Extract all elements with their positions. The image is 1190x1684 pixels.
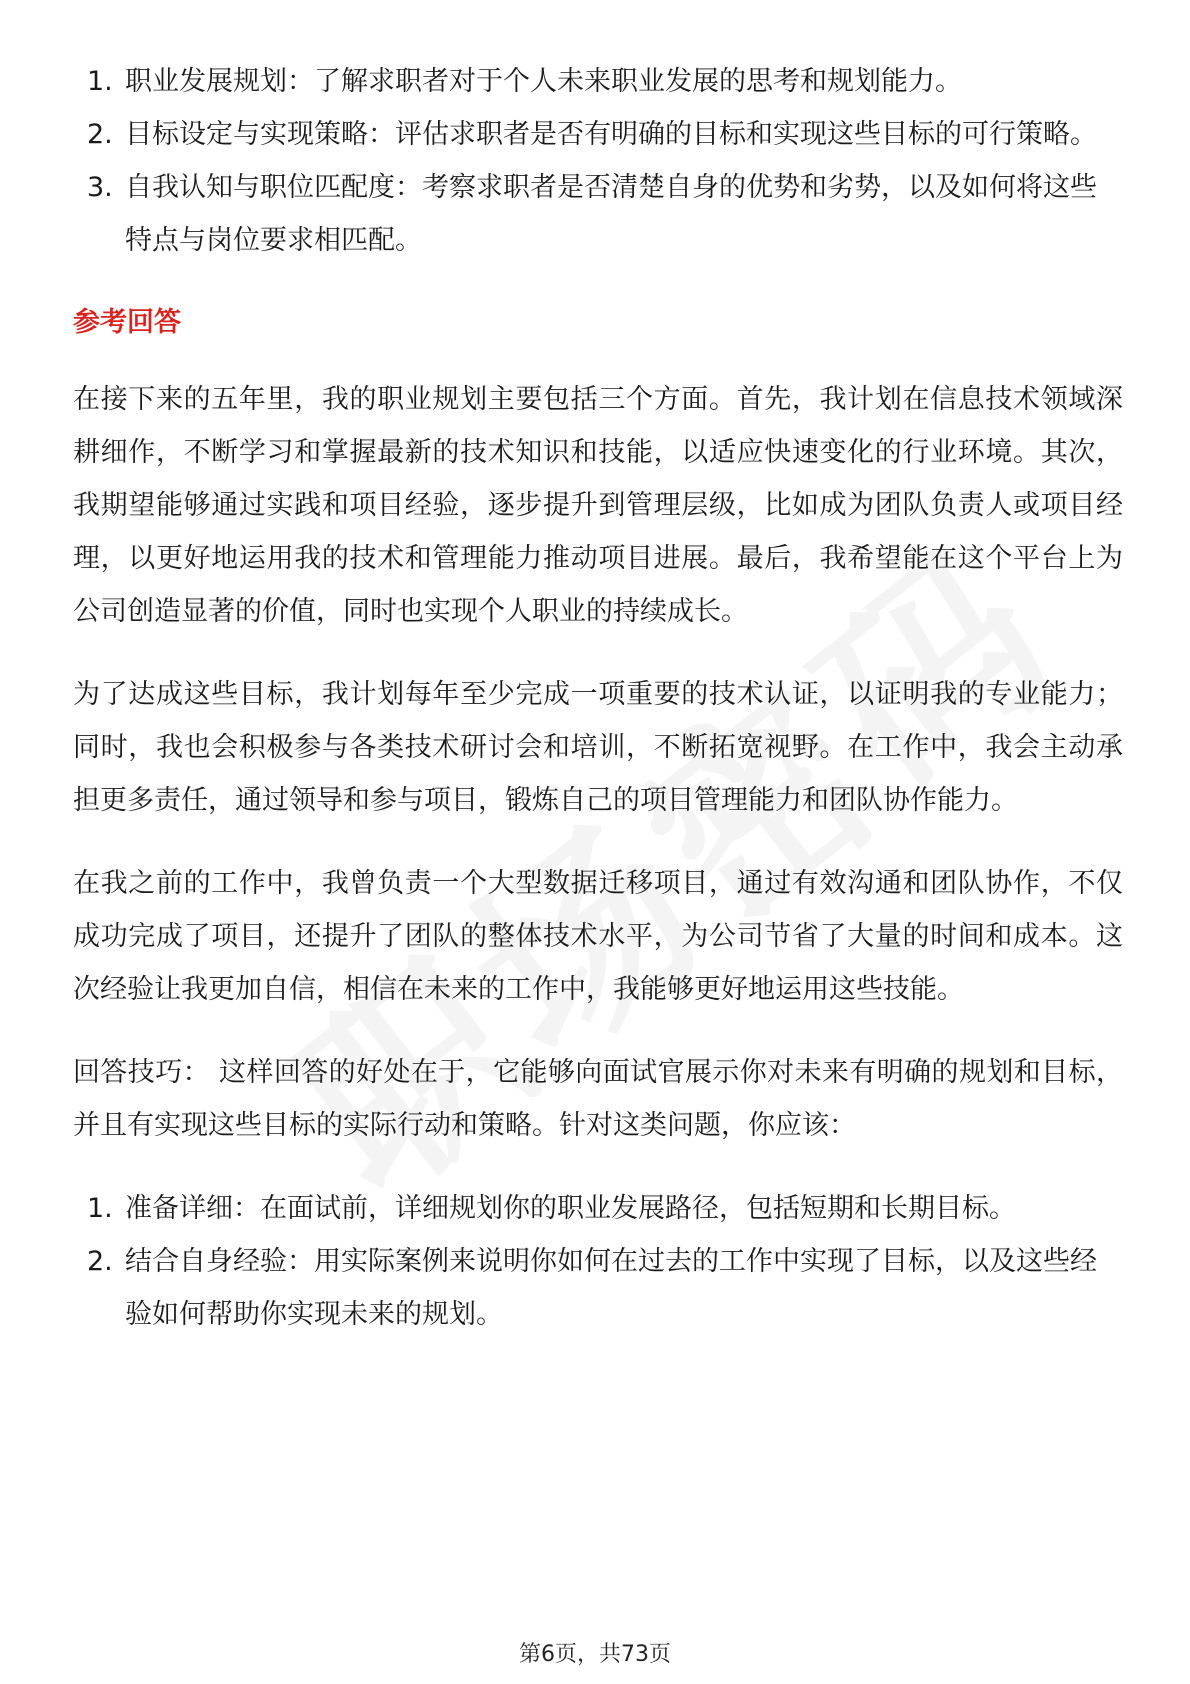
page-number-footer: 第6页，共73页	[519, 1642, 671, 1667]
list-item-text: 结合自身经验：用实际案例来说明你如何在过去的工作中实现了目标，以及这些经验如何帮助你实现未来的规划。	[125, 1246, 1097, 1330]
answer-paragraph: 在我之前的工作中，我曾负责一个大型数据迁移项目，通过有效沟通和团队协作，不仅成功完成了项目，还提升了团队的整体技术水平，为公司节省了大量的时间和成本。这次经验让我更加自信，相信在未来的工作中，我能够更好地运用这些技能。	[73, 868, 1123, 1005]
page-content	[73, 55, 1123, 1341]
list-item	[73, 161, 1123, 267]
list-item-number: 2.	[87, 1246, 113, 1277]
list-item-text: 职业发展规划：了解求职者对于个人未来职业发展的思考和规划能力。	[125, 66, 962, 97]
list-item-number: 1.	[87, 1193, 113, 1224]
list-item-text: 自我认知与职位匹配度：考察求职者是否清楚自身的优势和劣势，以及如何将这些特点与岗位要求相匹配。	[125, 172, 1097, 256]
list-item-number: 2.	[87, 119, 113, 150]
section-title: 参考回答	[73, 307, 181, 338]
list-item-text: 目标设定与实现策略：评估求职者是否有明确的目标和实现这些目标的可行策略。	[125, 119, 1097, 150]
list-item-text: 准备详细：在面试前，详细规划你的职业发展路径，包括短期和长期目标。	[125, 1193, 1016, 1224]
tips-intro: 回答技巧： 这样回答的好处在于，它能够向面试官展示你对未来有明确的规划和目标，并且有实现这些目标的实际行动和策略。针对这类问题，你应该：	[73, 1057, 1123, 1141]
list-item	[73, 108, 1123, 161]
answer-paragraph: 为了达成这些目标，我计划每年至少完成一项重要的技术认证，以证明我的专业能力；同时，我也会积极参与各类技术研讨会和培训，不断拓宽视野。在工作中，我会主动承担更多责任，通过领导和参与项目，锻炼自己的项目管理能力和团队协作能力。	[73, 679, 1123, 816]
list-item	[73, 1182, 1123, 1235]
answer-paragraph: 在接下来的五年里，我的职业规划主要包括三个方面。首先，我计划在信息技术领域深耕细作，不断学习和掌握最新的技术知识和技能，以适应快速变化的行业环境。其次，我期望能够通过实践和项目经验，逐步提升到管理层级，比如成为团队负责人或项目经理，以更好地运用我的技术和管理能力推动项目进展。最后，我希望能在这个平台上为公司创造显著的价值，同时也实现个人职业的持续成长。	[73, 384, 1123, 627]
list-item-number: 1.	[87, 66, 113, 97]
list-item	[73, 55, 1123, 108]
list-item	[73, 1235, 1123, 1341]
tips-list	[73, 1182, 1123, 1341]
list-item-number: 3.	[87, 172, 113, 203]
evaluation-points-list	[73, 55, 1123, 267]
